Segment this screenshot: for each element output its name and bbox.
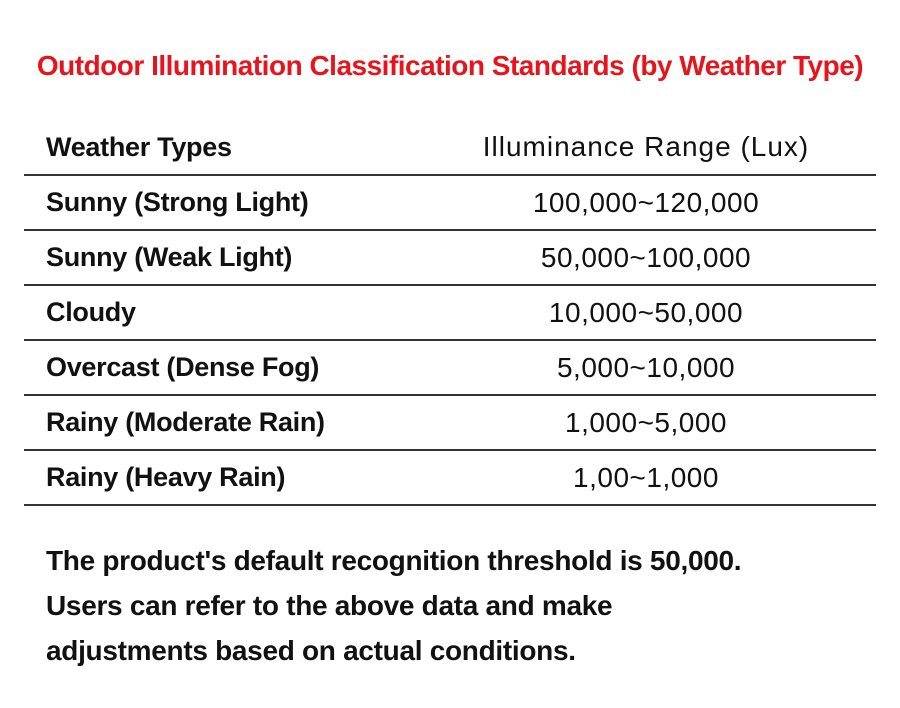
table-row xyxy=(24,341,876,396)
table-header-row xyxy=(24,120,876,176)
weather-type-cell: Sunny (Strong Light) xyxy=(46,187,309,217)
weather-type-cell: Cloudy xyxy=(46,297,136,327)
header-weather-types: Weather Types xyxy=(46,131,232,162)
table-row xyxy=(24,231,876,286)
note-line: adjustments based on actual conditions. xyxy=(46,635,576,666)
illuminance-range-cell: 1,000~5,000 xyxy=(565,406,727,438)
table-row xyxy=(24,451,876,506)
illuminance-range-cell: 1,00~1,000 xyxy=(573,461,719,493)
note-line: Users can refer to the above data and make xyxy=(46,590,613,621)
weather-type-cell: Sunny (Weak Light) xyxy=(46,242,293,272)
weather-type-cell: Rainy (Moderate Rain) xyxy=(46,407,325,437)
illuminance-range-cell: 5,000~10,000 xyxy=(556,351,736,383)
page-title: Outdoor Illumination Classification Standards (by Weather Type) xyxy=(36,50,864,81)
threshold-note xyxy=(46,538,866,673)
note-line: The product's default recognition threshold is 50,000. xyxy=(46,545,742,576)
illuminance-range-cell: 10,000~50,000 xyxy=(548,296,744,328)
illumination-table xyxy=(24,120,876,506)
table-row xyxy=(24,176,876,231)
weather-type-cell: Overcast (Dense Fog) xyxy=(46,352,320,382)
table-row xyxy=(24,396,876,451)
illuminance-range-cell: 50,000~100,000 xyxy=(540,241,752,273)
table-row xyxy=(24,286,876,341)
header-illuminance-range: Illuminance Range (Lux) xyxy=(482,131,810,162)
weather-type-cell: Rainy (Heavy Rain) xyxy=(46,462,286,492)
illuminance-range-cell: 100,000~120,000 xyxy=(532,186,760,218)
